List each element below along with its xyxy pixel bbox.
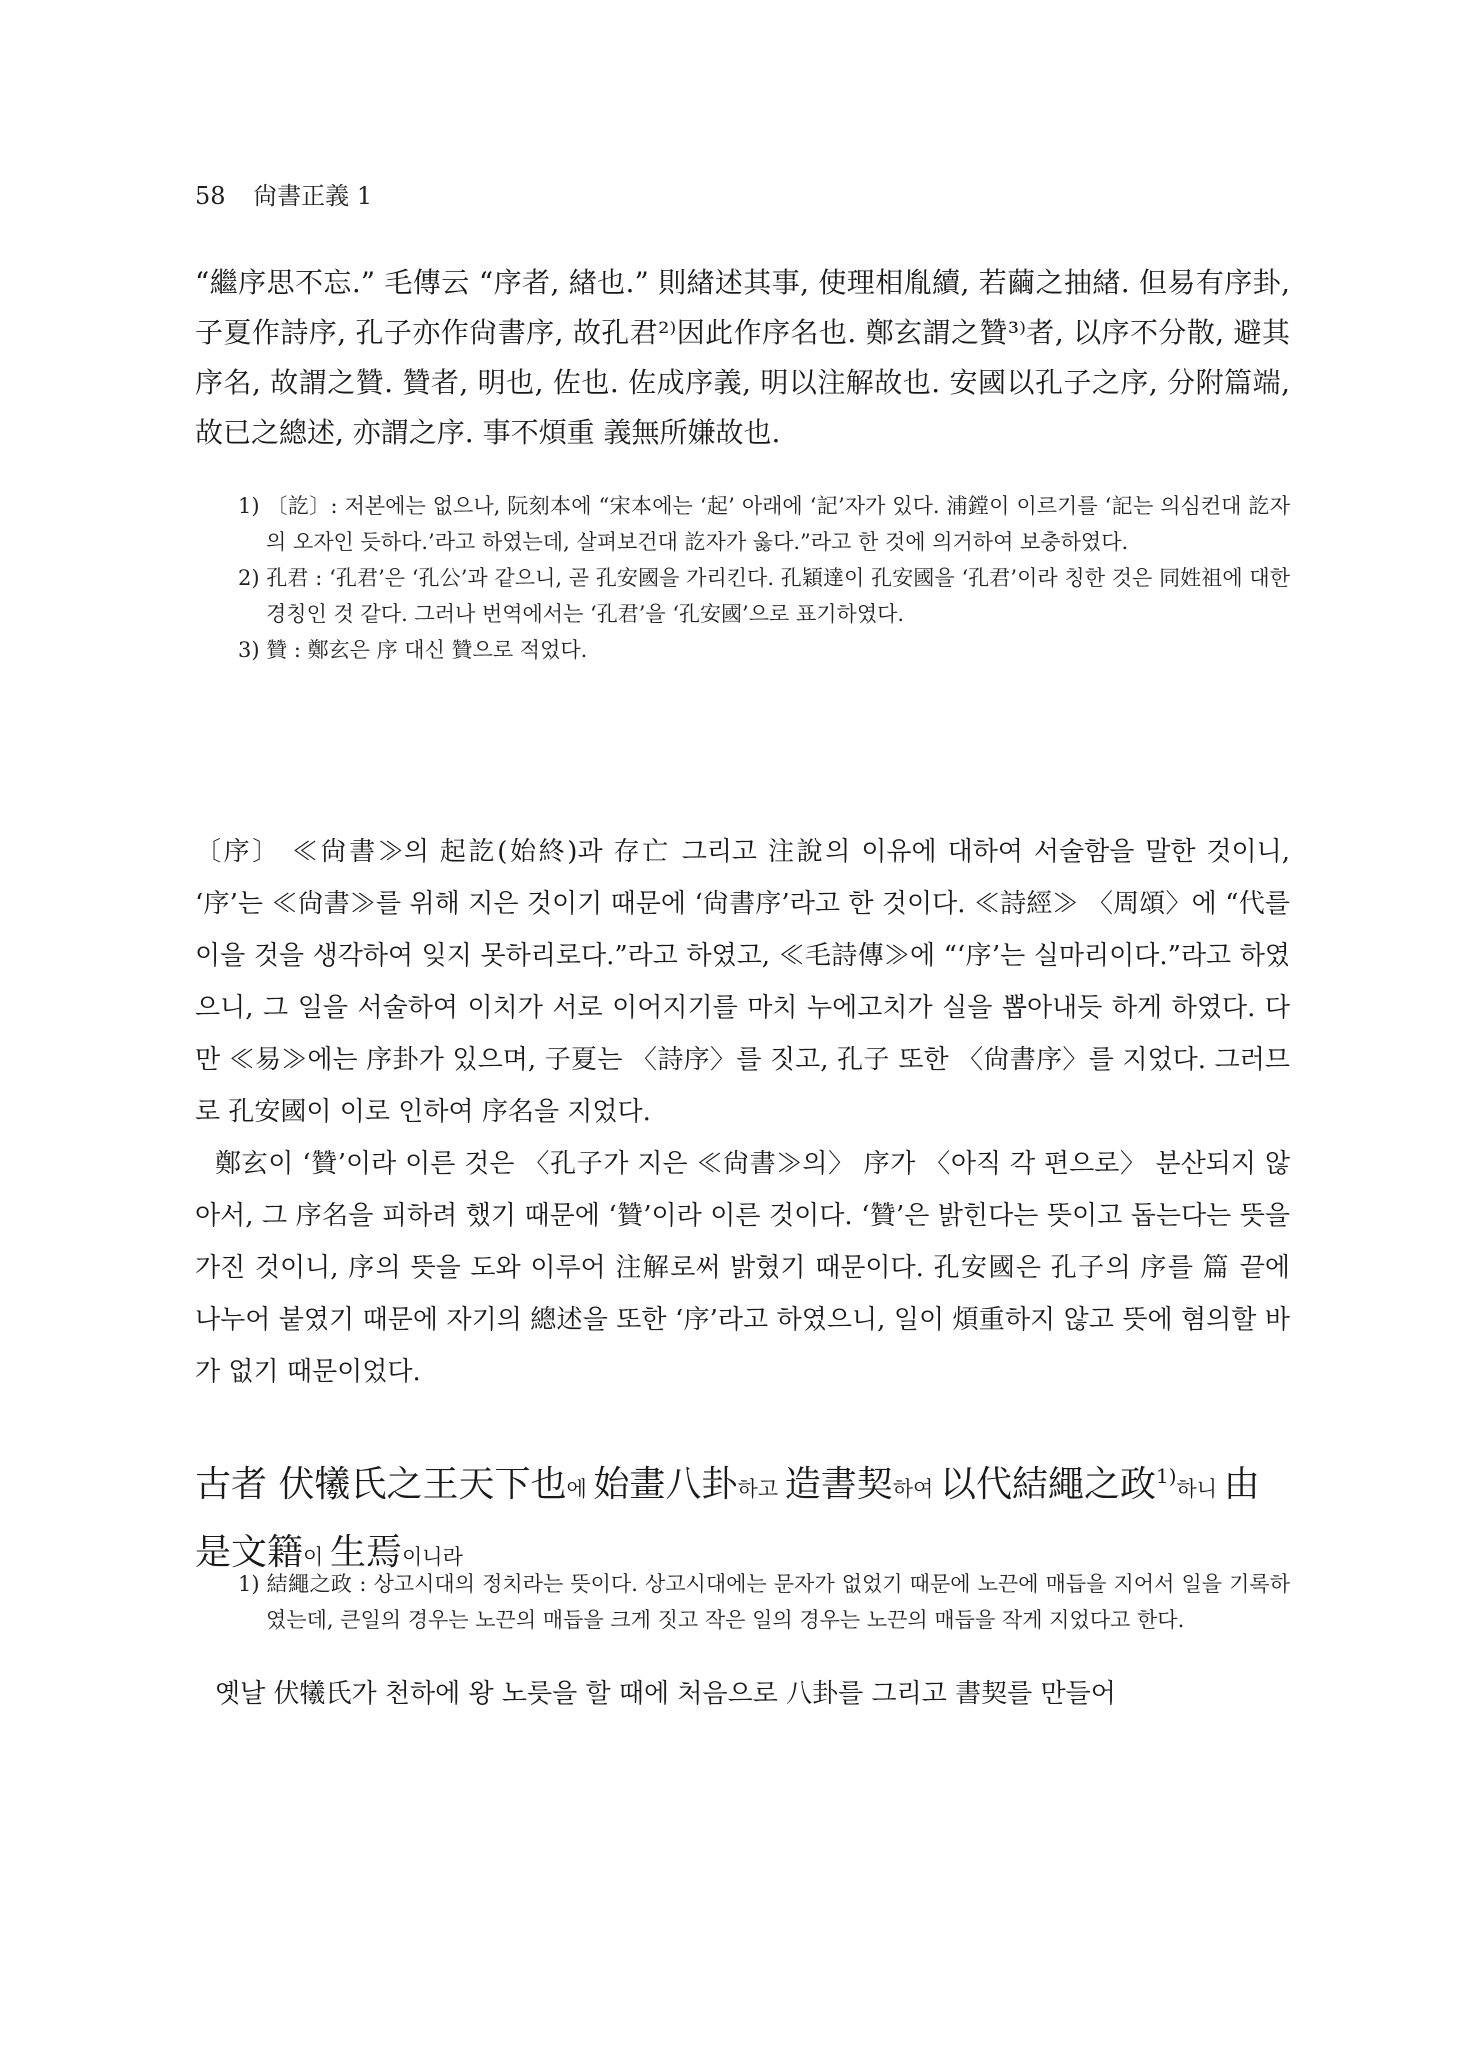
- classic-segment: 하여: [892, 1477, 940, 1501]
- footnote: 2) 孔君 : ‘孔君’은 ‘孔公’과 같으니, 곧 孔安國을 가리킨다. 孔穎達이 孔安國을 ‘孔君’이라 칭한 것은 同姓祖에 대한 경칭인 것 같다. 그러나 번역에서는 ‘孔君’을 ‘孔安國’으로 표기하였다.: [238, 566, 1290, 626]
- translation-paragraph: 〔序〕 ≪尙書≫의 起訖(始終)과 存亡 그리고 注說의 이유에 대하여 서술함을 말한 것이니, ‘序’는 ≪尙書≫를 위해 지은 것이기 때문에 ‘尙書序’라고 한 것이다. ≪詩經≫ 〈周頌〉에 “代를 이을 것을 생각하여 잊지 못하리로다.”라고 하였고, ≪毛詩傳≫에 “‘序’는 실마리이다.”라고 하였으니, 그 일을 서술하여 이치가 서로 이어지기를 마치 누에고치가 실을 뽑아내듯 하게 하였다. 다만 ≪易≫에는 序卦가 있으며, 子夏는 〈詩序〉를 짓고, 孔子 또한 〈尙書序〉를 지었다. 그러므로 孔安國이 이로 인하여 序名을 지었다.: [195, 837, 1290, 1127]
- classic-segment: 에: [566, 1477, 594, 1501]
- classic-segment: 造書契: [784, 1464, 893, 1505]
- footnotes-2: [238, 1566, 1290, 1638]
- page-number: 58: [195, 182, 226, 210]
- translation-paragraph: 옛날 伏犧氏가 천하에 왕 노릇을 할 때에 처음으로 八卦를 그리고 書契를 만들어: [215, 1679, 1116, 1709]
- classic-segment: 하니: [1176, 1477, 1224, 1501]
- classic-segment: 古者 伏犧氏之王天下也: [195, 1464, 567, 1505]
- classic-segment: 하고: [737, 1477, 785, 1501]
- footnote: 1) 〔訖〕: 저본에는 없으나, 阮刻本에 “宋本에는 ‘起’ 아래에 ‘記’자가 있다. 浦鏜이 이르기를 ‘記는 의심컨대 訖자의 오자인 듯하다.’라고 하였는데, 살펴보건대 訖자가 옳다.”라고 한 것에 의거하여 보충하였다.: [238, 494, 1290, 554]
- classic-segment: 以代結繩之政: [939, 1464, 1156, 1505]
- footnote-ref: 1): [1155, 1464, 1177, 1488]
- classic-segment: 이니라: [402, 1545, 463, 1569]
- translation-2: [195, 1668, 1290, 1720]
- book-title: 尙書正義 1: [253, 182, 373, 210]
- classic-segment: 由是文籍: [195, 1464, 1260, 1573]
- translation-paragraph: 鄭玄이 ‘贊’이라 이른 것은 〈孔子가 지은 ≪尙書≫의〉 序가 〈아직 각 편으로〉 분산되지 않아서, 그 序名을 피하려 했기 때문에 ‘贊’이라 이른 것이다. ‘贊’은 밝힌다는 뜻이고 돕는다는 뜻을 가진 것이니, 序의 뜻을 도와 이루어 注解로써 밝혔기 때문이다. 孔安國은 孔子의 序를 篇 끝에 나누어 붙였기 때문에 자기의 總述을 또한 ‘序’라고 하였으니, 일이 煩重하지 않고 뜻에 혐의할 바가 없기 때문이었다.: [195, 1149, 1290, 1387]
- footnotes-1: [238, 488, 1290, 668]
- commentary-text: “繼序思不忘.” 毛傳云 “序者, 緖也.” 則緖述其事, 使理相胤續, 若繭之抽緖. 但易有序卦, 子夏作詩序, 孔子亦作尙書序, 故孔君²⁾因此作序名也. 鄭玄謂之贊³⁾者, 以序不分散, 避其序名, 故謂之贊. 贊者, 明也, 佐也. 佐成序義, 明以注解故也. 安國以孔子之序, 分附篇端, 故已之總述, 亦謂之序. 事不煩重 義無所嫌故也.: [195, 266, 1290, 449]
- running-header: [195, 176, 372, 211]
- classic-segment: 始畫八卦: [593, 1464, 738, 1505]
- footnote: 3) 贊 : 鄭玄은 序 대신 贊으로 적었다.: [238, 638, 588, 662]
- classic-segment: 生焉: [329, 1532, 402, 1573]
- translation-1: [195, 826, 1290, 1398]
- footnote: 1) 結繩之政 : 상고시대의 정치라는 뜻이다. 상고시대에는 문자가 없었기 때문에 노끈에 매듭을 지어서 일을 기록하였는데, 큰일의 경우는 노끈의 매듭을 크게 짓고 작은 일의 경우는 노끈의 매듭을 작게 지었다고 한다.: [238, 1572, 1290, 1632]
- classic-segment: 이: [303, 1545, 330, 1569]
